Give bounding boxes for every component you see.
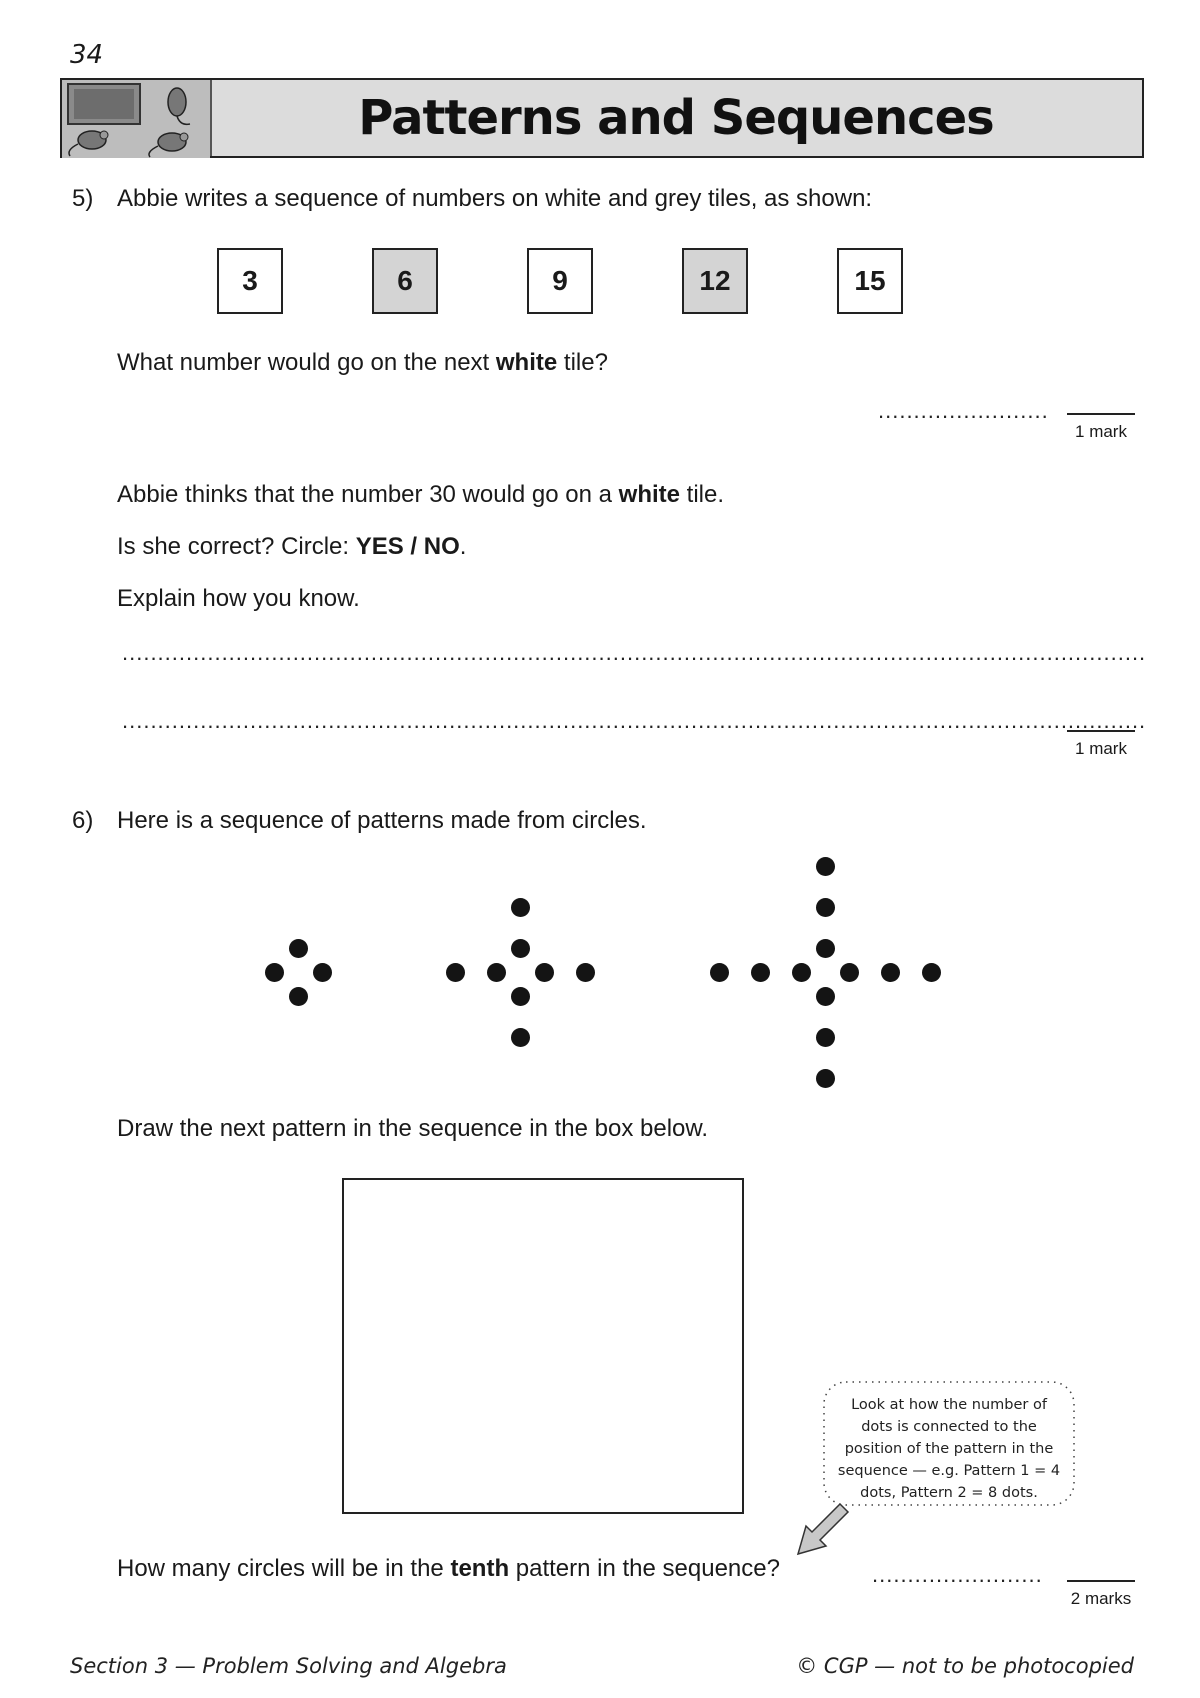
pattern-3-dot bbox=[816, 987, 835, 1006]
pattern-2-dot bbox=[487, 963, 506, 982]
pattern-3-dot bbox=[840, 963, 859, 982]
pattern-3-dot bbox=[792, 963, 811, 982]
tile-2: 6 bbox=[372, 248, 438, 314]
explain-prompt: Explain how you know. bbox=[117, 585, 360, 612]
drawing-box[interactable] bbox=[342, 1178, 744, 1514]
tile-4: 12 bbox=[682, 248, 748, 314]
pattern-3-dot bbox=[816, 857, 835, 876]
question-6b-after: pattern in the sequence? bbox=[509, 1555, 780, 1582]
answer-5a-line[interactable]: ........................ bbox=[878, 398, 1049, 423]
question-5a-bold: white bbox=[495, 349, 558, 376]
footer-copyright: © CGP — not to be photocopied bbox=[796, 1654, 1134, 1678]
mark-5a: 1 mark bbox=[1075, 422, 1127, 441]
question-5b-before: Abbie thinks that the number 30 would go on a bbox=[117, 481, 619, 508]
explain-line-2[interactable]: ................................................................................................................................................ bbox=[122, 708, 1147, 733]
question-6b-before: How many circles will be in the bbox=[117, 1555, 451, 1582]
question-6b-bold: tenth bbox=[450, 1555, 510, 1582]
page-number: 34 bbox=[70, 40, 104, 70]
footer-section: Section 3 — Problem Solving and Algebra bbox=[70, 1654, 507, 1678]
draw-prompt: Draw the next pattern in the sequence in the box below. bbox=[117, 1115, 709, 1142]
hint-arrow-icon bbox=[792, 1500, 852, 1560]
hint-text: Look at how the number of dots is connected to the position of the pattern in the sequence — e.g. Pattern 1 = 4 dots, Pattern 2 = 8 dots. bbox=[837, 1397, 1061, 1501]
tile-3: 9 bbox=[527, 248, 593, 314]
pattern-1-dot bbox=[265, 963, 284, 982]
page-title: Patterns and Sequences bbox=[358, 90, 994, 146]
pattern-2-dot bbox=[446, 963, 465, 982]
pattern-3-dot bbox=[922, 963, 941, 982]
yes-no-options[interactable]: YES / NO bbox=[355, 533, 460, 560]
circle-patterns bbox=[0, 850, 1200, 1100]
mark-rule-5a bbox=[1067, 413, 1135, 415]
tile-5: 15 bbox=[837, 248, 903, 314]
mark-rule-6 bbox=[1067, 1580, 1135, 1582]
question-5b-text bbox=[117, 480, 724, 510]
mice-illustration bbox=[62, 80, 212, 156]
circle-prompt-end: . bbox=[459, 533, 467, 560]
question-5a-after: tile? bbox=[557, 349, 608, 376]
pattern-2-dot bbox=[511, 939, 530, 958]
pattern-2-dot bbox=[576, 963, 595, 982]
pattern-2-dot bbox=[511, 1028, 530, 1047]
pattern-3-dot bbox=[710, 963, 729, 982]
title-banner bbox=[60, 78, 1144, 158]
tile-sequence bbox=[217, 248, 917, 318]
circle-prompt bbox=[117, 532, 466, 562]
mark-6: 2 marks bbox=[1070, 1589, 1132, 1608]
question-5a-text bbox=[117, 348, 608, 378]
pattern-1-dot bbox=[289, 939, 308, 958]
answer-6b-line[interactable]: ........................ bbox=[872, 1562, 1043, 1587]
question-5-number: 5) bbox=[72, 185, 94, 212]
question-6-number: 6) bbox=[72, 807, 94, 834]
pattern-3-dot bbox=[816, 1028, 835, 1047]
explain-line-1[interactable]: ................................................................................................................................................ bbox=[122, 640, 1147, 665]
question-6-intro: Here is a sequence of patterns made from circles. bbox=[117, 807, 647, 834]
pattern-3-dot bbox=[816, 1069, 835, 1088]
question-5b-bold: white bbox=[618, 481, 681, 508]
question-6b-text bbox=[117, 1554, 780, 1584]
pattern-2-dot bbox=[535, 963, 554, 982]
pattern-1-dot bbox=[313, 963, 332, 982]
pattern-3-dot bbox=[881, 963, 900, 982]
hint-bubble bbox=[818, 1376, 1080, 1511]
tile-1: 3 bbox=[217, 248, 283, 314]
pattern-3-dot bbox=[816, 898, 835, 917]
circle-prompt-text: Is she correct? Circle: bbox=[117, 533, 356, 560]
pattern-2-dot bbox=[511, 987, 530, 1006]
pattern-3-dot bbox=[816, 939, 835, 958]
mark-rule-5b bbox=[1067, 730, 1135, 732]
question-5-intro: Abbie writes a sequence of numbers on white and grey tiles, as shown: bbox=[117, 185, 873, 212]
mark-5b: 1 mark bbox=[1075, 739, 1127, 758]
pattern-3-dot bbox=[751, 963, 770, 982]
pattern-1-dot bbox=[289, 987, 308, 1006]
question-5b-after: tile. bbox=[680, 481, 725, 508]
pattern-2-dot bbox=[511, 898, 530, 917]
question-5a-before: What number would go on the next bbox=[117, 349, 496, 376]
